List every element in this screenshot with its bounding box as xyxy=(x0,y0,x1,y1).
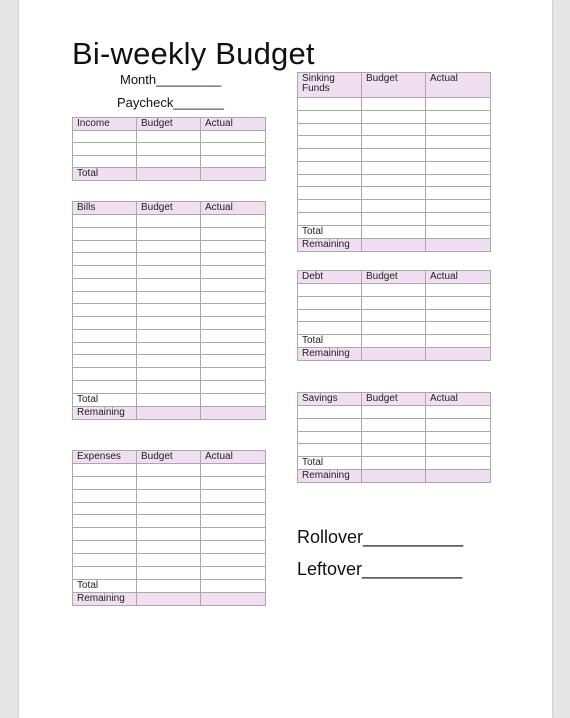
table-cell[interactable] xyxy=(137,464,201,477)
sinking-total-label: Total xyxy=(298,226,362,239)
table-cell[interactable] xyxy=(137,394,201,407)
table-cell[interactable] xyxy=(73,554,137,567)
table-cell[interactable] xyxy=(137,131,201,143)
table-cell[interactable] xyxy=(73,228,137,241)
table-cell[interactable] xyxy=(362,310,426,322)
table-cell[interactable] xyxy=(362,297,426,310)
table-cell[interactable] xyxy=(362,444,426,457)
table-cell[interactable] xyxy=(73,215,137,228)
expenses-total-label: Total xyxy=(73,580,137,593)
bills-header-category: Bills xyxy=(73,202,137,215)
income-header-budget: Budget xyxy=(137,118,201,131)
table-cell[interactable] xyxy=(73,464,137,477)
table-cell[interactable] xyxy=(426,226,491,239)
sinking-header-budget: Budget xyxy=(362,73,426,98)
table-cell[interactable] xyxy=(137,515,201,528)
table-cell[interactable] xyxy=(201,515,266,528)
table-cell[interactable] xyxy=(137,241,201,253)
table-cell[interactable] xyxy=(362,124,426,136)
table-cell[interactable] xyxy=(362,200,426,213)
table-cell[interactable] xyxy=(362,175,426,187)
month-field: Month_________ xyxy=(120,72,222,87)
table-cell[interactable] xyxy=(362,149,426,162)
table-cell[interactable] xyxy=(426,406,491,419)
table-cell[interactable] xyxy=(426,111,491,124)
table-cell[interactable] xyxy=(137,477,201,490)
table-cell[interactable] xyxy=(298,111,362,124)
table-cell[interactable] xyxy=(362,213,426,226)
debt-remaining-label: Remaining xyxy=(298,348,362,361)
table-cell[interactable] xyxy=(73,503,137,515)
table-cell[interactable] xyxy=(137,368,201,381)
table-cell[interactable] xyxy=(426,187,491,200)
table-cell[interactable] xyxy=(426,322,491,335)
table-cell[interactable] xyxy=(137,215,201,228)
table-cell[interactable] xyxy=(426,149,491,162)
table-cell[interactable] xyxy=(298,322,362,335)
sinking-funds-table xyxy=(297,72,491,252)
table-cell[interactable] xyxy=(73,330,137,343)
savings-header-actual: Actual xyxy=(426,393,491,406)
table-cell[interactable] xyxy=(201,343,266,355)
table-cell[interactable] xyxy=(73,253,137,266)
table-cell[interactable] xyxy=(362,98,426,111)
table-cell[interactable] xyxy=(298,310,362,322)
table-cell[interactable] xyxy=(201,228,266,241)
table-cell[interactable] xyxy=(73,567,137,580)
table-cell[interactable] xyxy=(137,343,201,355)
table-cell[interactable] xyxy=(201,292,266,304)
table-cell[interactable] xyxy=(201,381,266,394)
table-cell[interactable] xyxy=(426,348,491,361)
table-cell[interactable] xyxy=(426,213,491,226)
table-cell[interactable] xyxy=(362,470,426,483)
table-cell[interactable] xyxy=(201,330,266,343)
table-cell[interactable] xyxy=(137,266,201,279)
table-cell[interactable] xyxy=(362,226,426,239)
savings-remaining-label: Remaining xyxy=(298,470,362,483)
table-cell[interactable] xyxy=(137,168,201,181)
table-cell[interactable] xyxy=(298,162,362,175)
table-cell[interactable] xyxy=(137,381,201,394)
table-cell[interactable] xyxy=(73,477,137,490)
table-cell[interactable] xyxy=(73,279,137,292)
table-cell[interactable] xyxy=(298,187,362,200)
income-header-category: Income xyxy=(73,118,137,131)
table-cell[interactable] xyxy=(201,368,266,381)
expenses-table xyxy=(72,450,266,606)
table-cell[interactable] xyxy=(362,419,426,432)
table-cell[interactable] xyxy=(298,444,362,457)
table-cell[interactable] xyxy=(362,335,426,348)
table-cell[interactable] xyxy=(362,187,426,200)
table-cell[interactable] xyxy=(298,297,362,310)
table-cell[interactable] xyxy=(137,541,201,554)
table-cell[interactable] xyxy=(73,528,137,541)
table-cell[interactable] xyxy=(201,580,266,593)
expenses-header-actual: Actual xyxy=(201,451,266,464)
table-cell[interactable] xyxy=(298,432,362,444)
table-cell[interactable] xyxy=(137,228,201,241)
table-cell[interactable] xyxy=(298,419,362,432)
table-cell[interactable] xyxy=(201,355,266,368)
table-cell[interactable] xyxy=(201,528,266,541)
table-cell[interactable] xyxy=(201,477,266,490)
table-cell[interactable] xyxy=(201,241,266,253)
table-cell[interactable] xyxy=(426,284,491,297)
table-cell[interactable] xyxy=(73,156,137,168)
table-cell[interactable] xyxy=(201,156,266,168)
table-cell[interactable] xyxy=(73,266,137,279)
table-cell[interactable] xyxy=(201,131,266,143)
debt-total-label: Total xyxy=(298,335,362,348)
table-cell[interactable] xyxy=(362,348,426,361)
table-cell[interactable] xyxy=(298,98,362,111)
table-cell[interactable] xyxy=(73,317,137,330)
table-cell[interactable] xyxy=(426,335,491,348)
table-cell[interactable] xyxy=(201,253,266,266)
table-cell[interactable] xyxy=(362,162,426,175)
table-cell[interactable] xyxy=(137,253,201,266)
table-cell[interactable] xyxy=(201,394,266,407)
table-cell[interactable] xyxy=(137,528,201,541)
table-cell[interactable] xyxy=(137,279,201,292)
table-cell[interactable] xyxy=(201,567,266,580)
table-cell[interactable] xyxy=(137,304,201,317)
table-cell[interactable] xyxy=(298,136,362,149)
table-cell[interactable] xyxy=(73,515,137,528)
expenses-header-budget: Budget xyxy=(137,451,201,464)
table-cell[interactable] xyxy=(426,297,491,310)
table-cell[interactable] xyxy=(201,168,266,181)
table-cell[interactable] xyxy=(362,322,426,335)
table-cell[interactable] xyxy=(73,355,137,368)
table-cell[interactable] xyxy=(137,554,201,567)
table-cell[interactable] xyxy=(298,175,362,187)
table-cell[interactable] xyxy=(73,304,137,317)
table-cell[interactable] xyxy=(426,175,491,187)
income-total-label: Total xyxy=(73,168,137,181)
debt-table xyxy=(297,270,491,361)
income-header-actual: Actual xyxy=(201,118,266,131)
table-cell[interactable] xyxy=(201,541,266,554)
sinking-remaining-label: Remaining xyxy=(298,239,362,252)
table-cell[interactable] xyxy=(298,200,362,213)
table-cell[interactable] xyxy=(298,284,362,297)
debt-header-budget: Budget xyxy=(362,271,426,284)
table-cell[interactable] xyxy=(201,215,266,228)
bills-header-budget: Budget xyxy=(137,202,201,215)
table-cell[interactable] xyxy=(73,241,137,253)
table-cell[interactable] xyxy=(201,266,266,279)
table-cell[interactable] xyxy=(137,143,201,156)
table-cell[interactable] xyxy=(362,239,426,252)
table-cell[interactable] xyxy=(362,136,426,149)
income-table xyxy=(72,117,266,181)
table-cell[interactable] xyxy=(137,355,201,368)
bills-total-label: Total xyxy=(73,394,137,407)
table-cell[interactable] xyxy=(137,490,201,503)
table-cell[interactable] xyxy=(201,407,266,420)
table-cell[interactable] xyxy=(298,149,362,162)
sinking-header-actual: Actual xyxy=(426,73,491,98)
table-cell[interactable] xyxy=(298,406,362,419)
table-cell[interactable] xyxy=(201,143,266,156)
table-cell[interactable] xyxy=(426,239,491,252)
table-cell[interactable] xyxy=(201,554,266,567)
table-cell[interactable] xyxy=(201,317,266,330)
bills-table xyxy=(72,201,266,420)
table-cell[interactable] xyxy=(73,131,137,143)
table-cell[interactable] xyxy=(362,406,426,419)
table-cell[interactable] xyxy=(137,156,201,168)
table-cell[interactable] xyxy=(426,136,491,149)
table-cell[interactable] xyxy=(73,343,137,355)
table-cell[interactable] xyxy=(201,464,266,477)
table-cell[interactable] xyxy=(137,330,201,343)
leftover-field: Leftover__________ xyxy=(297,559,463,579)
rollover-field: Rollover__________ xyxy=(297,527,464,547)
sinking-header-category: Sinking Funds xyxy=(298,73,362,98)
table-cell[interactable] xyxy=(426,444,491,457)
table-cell[interactable] xyxy=(201,593,266,606)
table-cell[interactable] xyxy=(426,162,491,175)
table-cell[interactable] xyxy=(362,284,426,297)
table-cell[interactable] xyxy=(426,419,491,432)
table-cell[interactable] xyxy=(298,124,362,136)
table-cell[interactable] xyxy=(426,432,491,444)
table-cell[interactable] xyxy=(426,98,491,111)
table-cell[interactable] xyxy=(73,541,137,554)
table-cell[interactable] xyxy=(137,292,201,304)
savings-header-category: Savings xyxy=(298,393,362,406)
table-cell[interactable] xyxy=(137,567,201,580)
table-cell[interactable] xyxy=(201,490,266,503)
table-cell[interactable] xyxy=(298,213,362,226)
table-cell[interactable] xyxy=(426,124,491,136)
table-cell[interactable] xyxy=(426,470,491,483)
table-cell[interactable] xyxy=(426,457,491,470)
table-cell[interactable] xyxy=(201,279,266,292)
table-cell[interactable] xyxy=(362,432,426,444)
table-cell[interactable] xyxy=(73,143,137,156)
table-cell[interactable] xyxy=(362,457,426,470)
table-cell[interactable] xyxy=(137,317,201,330)
table-cell[interactable] xyxy=(73,368,137,381)
page-title: Bi-weekly Budget xyxy=(72,36,315,71)
bills-header-actual: Actual xyxy=(201,202,266,215)
table-cell[interactable] xyxy=(73,381,137,394)
paycheck-field: Paycheck_______ xyxy=(117,95,224,110)
table-cell[interactable] xyxy=(426,310,491,322)
table-cell[interactable] xyxy=(73,490,137,503)
table-cell[interactable] xyxy=(137,503,201,515)
debt-header-actual: Actual xyxy=(426,271,491,284)
table-cell[interactable] xyxy=(362,111,426,124)
savings-total-label: Total xyxy=(298,457,362,470)
table-cell[interactable] xyxy=(426,200,491,213)
bills-remaining-label: Remaining xyxy=(73,407,137,420)
savings-header-budget: Budget xyxy=(362,393,426,406)
expenses-header-category: Expenses xyxy=(73,451,137,464)
expenses-remaining-label: Remaining xyxy=(73,593,137,606)
table-cell[interactable] xyxy=(201,304,266,317)
table-cell[interactable] xyxy=(137,407,201,420)
savings-table xyxy=(297,392,491,483)
table-cell[interactable] xyxy=(137,580,201,593)
debt-header-category: Debt xyxy=(298,271,362,284)
table-cell[interactable] xyxy=(137,593,201,606)
table-cell[interactable] xyxy=(201,503,266,515)
table-cell[interactable] xyxy=(73,292,137,304)
